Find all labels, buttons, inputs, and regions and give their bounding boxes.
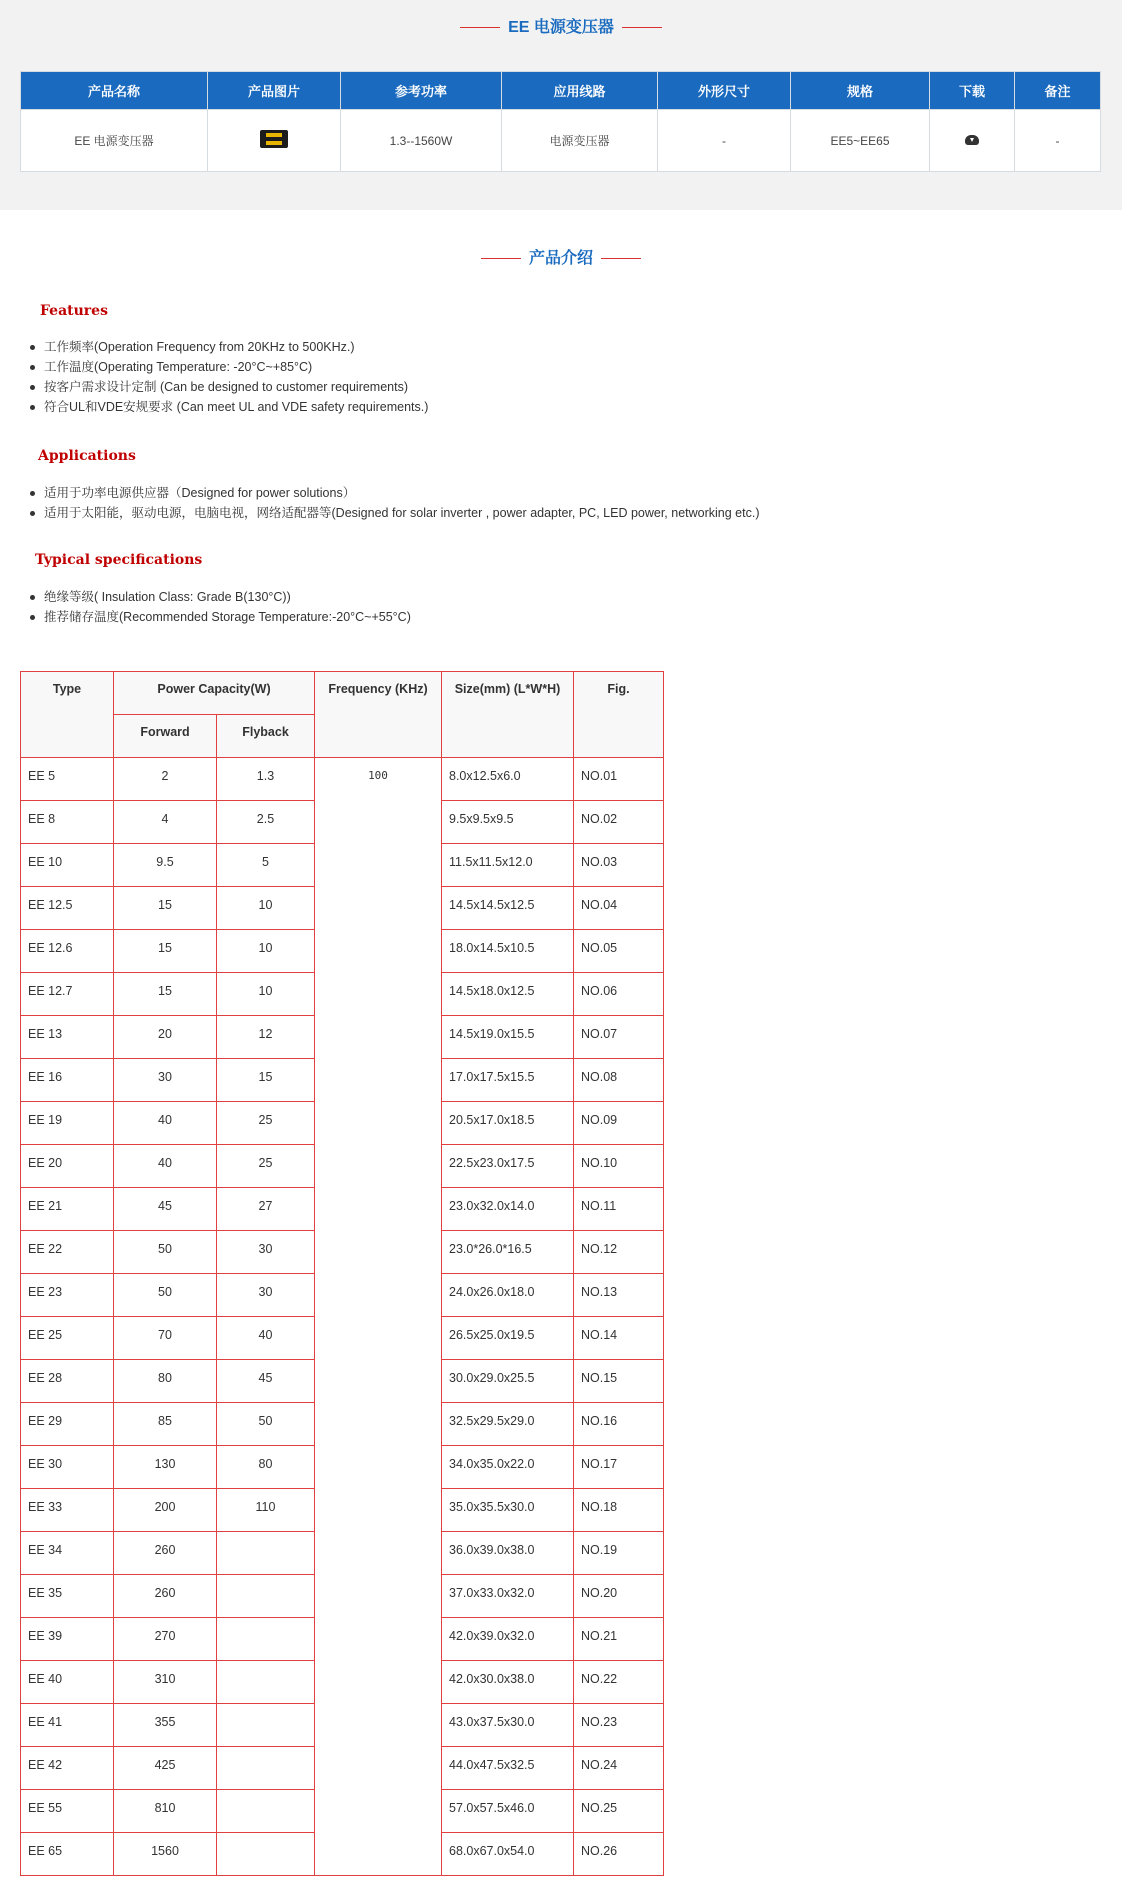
table-row [21, 758, 664, 801]
cell-forward: 15 [114, 930, 217, 973]
cell-flyback: 27 [217, 1188, 315, 1231]
col-outline-size: 外形尺寸 [658, 72, 791, 110]
list-item: 适用于功率电源供应器（Designed for power solutions） [30, 483, 759, 503]
col-download: 下载 [930, 72, 1015, 110]
spec-header-row [21, 672, 664, 715]
cell-forward: 200 [114, 1489, 217, 1532]
typical-specs-list [30, 587, 411, 627]
cell-size: 68.0x67.0x54.0 [442, 1833, 574, 1876]
cell-fig: NO.20 [574, 1575, 664, 1618]
title-deco-line [601, 258, 641, 259]
cell-flyback [217, 1704, 315, 1747]
cell-forward: 9.5 [114, 844, 217, 887]
cell-flyback [217, 1747, 315, 1790]
cell-flyback: 10 [217, 930, 315, 973]
cell-fig: NO.12 [574, 1231, 664, 1274]
cell-fig: NO.25 [574, 1790, 664, 1833]
cell-type: EE 30 [21, 1446, 114, 1489]
cell-size: 43.0x37.5x30.0 [442, 1704, 574, 1747]
list-item: 按客户需求设计定制 (Can be designed to customer requirements) [30, 377, 428, 397]
col-type: Type [21, 672, 114, 758]
cell-forward: 4 [114, 801, 217, 844]
cell-flyback [217, 1532, 315, 1575]
cell-type: EE 22 [21, 1231, 114, 1274]
product-row [21, 110, 1101, 172]
cell-flyback [217, 1661, 315, 1704]
product-circuit: 电源变压器 [502, 110, 658, 172]
list-item: 工作频率(Operation Frequency from 20KHz to 500KHz.) [30, 337, 428, 357]
cell-forward: 425 [114, 1747, 217, 1790]
cell-type: EE 55 [21, 1790, 114, 1833]
cell-forward: 260 [114, 1575, 217, 1618]
cell-size: 44.0x47.5x32.5 [442, 1747, 574, 1790]
product-remark: - [1015, 110, 1101, 172]
cell-flyback: 110 [217, 1489, 315, 1532]
cell-fig: NO.19 [574, 1532, 664, 1575]
cell-size: 8.0x12.5x6.0 [442, 758, 574, 801]
cell-frequency: 100 [315, 758, 442, 1876]
cell-size: 42.0x30.0x38.0 [442, 1661, 574, 1704]
product-section-title: EE 电源变压器 [0, 14, 1122, 37]
cell-flyback: 30 [217, 1231, 315, 1274]
cell-fig: NO.09 [574, 1102, 664, 1145]
cell-flyback: 25 [217, 1102, 315, 1145]
cell-size: 30.0x29.0x25.5 [442, 1360, 574, 1403]
cell-flyback: 15 [217, 1059, 315, 1102]
list-item: 适用于太阳能，驱动电源，电脑电视，网络适配器等(Designed for solar inverter , power adapter, PC, LED power, networking etc.) [30, 503, 759, 523]
cell-size: 37.0x33.0x32.0 [442, 1575, 574, 1618]
cell-forward: 15 [114, 887, 217, 930]
spec-table [20, 671, 664, 1876]
cell-type: EE 13 [21, 1016, 114, 1059]
product-name: EE 电源变压器 [21, 110, 208, 172]
cloud-download-icon[interactable] [965, 135, 979, 145]
cell-size: 11.5x11.5x12.0 [442, 844, 574, 887]
cell-fig: NO.05 [574, 930, 664, 973]
cell-size: 32.5x29.5x29.0 [442, 1403, 574, 1446]
cell-fig: NO.15 [574, 1360, 664, 1403]
cell-fig: NO.11 [574, 1188, 664, 1231]
spec-table-body [21, 758, 664, 1876]
product-image-cell [208, 110, 341, 172]
cell-fig: NO.22 [574, 1661, 664, 1704]
cell-size: 18.0x14.5x10.5 [442, 930, 574, 973]
cell-type: EE 28 [21, 1360, 114, 1403]
title-deco-line [622, 27, 662, 28]
applications-heading: Applications [38, 448, 136, 464]
cell-type: EE 34 [21, 1532, 114, 1575]
cell-flyback [217, 1790, 315, 1833]
cell-flyback [217, 1833, 315, 1876]
cell-forward: 15 [114, 973, 217, 1016]
cell-forward: 2 [114, 758, 217, 801]
cell-flyback: 30 [217, 1274, 315, 1317]
transformer-icon[interactable] [260, 130, 288, 148]
intro-section-title: 产品介绍 [0, 245, 1122, 268]
cell-flyback: 80 [217, 1446, 315, 1489]
cell-forward: 45 [114, 1188, 217, 1231]
cell-type: EE 5 [21, 758, 114, 801]
cell-type: EE 65 [21, 1833, 114, 1876]
cell-size: 23.0x32.0x14.0 [442, 1188, 574, 1231]
cell-flyback: 45 [217, 1360, 315, 1403]
cell-type: EE 20 [21, 1145, 114, 1188]
cell-fig: NO.21 [574, 1618, 664, 1661]
cell-size: 36.0x39.0x38.0 [442, 1532, 574, 1575]
cell-type: EE 12.7 [21, 973, 114, 1016]
cell-fig: NO.17 [574, 1446, 664, 1489]
col-flyback: Flyback [217, 715, 315, 758]
col-power-capacity: Power Capacity(W) [114, 672, 315, 715]
cell-size: 57.0x57.5x46.0 [442, 1790, 574, 1833]
cell-type: EE 25 [21, 1317, 114, 1360]
cell-fig: NO.16 [574, 1403, 664, 1446]
cell-fig: NO.13 [574, 1274, 664, 1317]
cell-type: EE 12.6 [21, 930, 114, 973]
cell-size: 24.0x26.0x18.0 [442, 1274, 574, 1317]
cell-size: 20.5x17.0x18.5 [442, 1102, 574, 1145]
cell-size: 26.5x25.0x19.5 [442, 1317, 574, 1360]
col-application-circuit: 应用线路 [502, 72, 658, 110]
cell-fig: NO.01 [574, 758, 664, 801]
cell-fig: NO.02 [574, 801, 664, 844]
title-deco-line [460, 27, 500, 28]
list-item: 绝缘等级( Insulation Class: Grade B(130°C)) [30, 587, 411, 607]
cell-flyback: 12 [217, 1016, 315, 1059]
cell-forward: 810 [114, 1790, 217, 1833]
cell-type: EE 12.5 [21, 887, 114, 930]
cell-size: 42.0x39.0x32.0 [442, 1618, 574, 1661]
cell-fig: NO.24 [574, 1747, 664, 1790]
cell-size: 14.5x14.5x12.5 [442, 887, 574, 930]
cell-type: EE 33 [21, 1489, 114, 1532]
cell-forward: 355 [114, 1704, 217, 1747]
features-heading: Features [40, 303, 108, 319]
cell-size: 9.5x9.5x9.5 [442, 801, 574, 844]
cell-flyback: 5 [217, 844, 315, 887]
cell-fig: NO.07 [574, 1016, 664, 1059]
cell-flyback: 10 [217, 973, 315, 1016]
cell-forward: 1560 [114, 1833, 217, 1876]
cell-size: 35.0x35.5x30.0 [442, 1489, 574, 1532]
cell-type: EE 21 [21, 1188, 114, 1231]
cell-size: 14.5x19.0x15.5 [442, 1016, 574, 1059]
col-frequency: Frequency (KHz) [315, 672, 442, 758]
cell-fig: NO.08 [574, 1059, 664, 1102]
cell-flyback [217, 1575, 315, 1618]
cell-size: 23.0*26.0*16.5 [442, 1231, 574, 1274]
cell-fig: NO.04 [574, 887, 664, 930]
cell-flyback: 40 [217, 1317, 315, 1360]
cell-type: EE 10 [21, 844, 114, 887]
col-spec: 规格 [791, 72, 930, 110]
cell-type: EE 40 [21, 1661, 114, 1704]
cell-forward: 270 [114, 1618, 217, 1661]
cell-fig: NO.14 [574, 1317, 664, 1360]
title-deco-line [481, 258, 521, 259]
cell-forward: 260 [114, 1532, 217, 1575]
cell-flyback: 10 [217, 887, 315, 930]
cell-fig: NO.26 [574, 1833, 664, 1876]
cell-forward: 80 [114, 1360, 217, 1403]
cell-fig: NO.06 [574, 973, 664, 1016]
cell-type: EE 29 [21, 1403, 114, 1446]
cell-type: EE 16 [21, 1059, 114, 1102]
applications-list [30, 483, 759, 523]
cell-type: EE 39 [21, 1618, 114, 1661]
cell-flyback: 2.5 [217, 801, 315, 844]
cell-fig: NO.18 [574, 1489, 664, 1532]
cell-forward: 20 [114, 1016, 217, 1059]
product-overview-table [20, 71, 1101, 172]
cell-fig: NO.23 [574, 1704, 664, 1747]
cell-size: 14.5x18.0x12.5 [442, 973, 574, 1016]
col-remark: 备注 [1015, 72, 1101, 110]
list-item: 推荐储存温度(Recommended Storage Temperature:-20°C~+55°C) [30, 607, 411, 627]
cell-fig: NO.10 [574, 1145, 664, 1188]
cell-type: EE 19 [21, 1102, 114, 1145]
col-forward: Forward [114, 715, 217, 758]
cell-forward: 130 [114, 1446, 217, 1489]
cell-forward: 85 [114, 1403, 217, 1446]
features-list [30, 337, 428, 417]
col-product-image: 产品图片 [208, 72, 341, 110]
cell-size: 17.0x17.5x15.5 [442, 1059, 574, 1102]
cell-flyback: 50 [217, 1403, 315, 1446]
cell-forward: 50 [114, 1274, 217, 1317]
cell-type: EE 8 [21, 801, 114, 844]
cell-flyback [217, 1618, 315, 1661]
cell-type: EE 42 [21, 1747, 114, 1790]
cell-type: EE 23 [21, 1274, 114, 1317]
product-size: - [658, 110, 791, 172]
col-product-name: 产品名称 [21, 72, 208, 110]
product-spec: EE5~EE65 [791, 110, 930, 172]
cell-forward: 40 [114, 1145, 217, 1188]
cell-flyback: 25 [217, 1145, 315, 1188]
cell-type: EE 41 [21, 1704, 114, 1747]
cell-forward: 30 [114, 1059, 217, 1102]
cell-forward: 310 [114, 1661, 217, 1704]
col-fig: Fig. [574, 672, 664, 758]
col-reference-power: 参考功率 [341, 72, 502, 110]
list-item: 工作温度(Operating Temperature: -20°C~+85°C) [30, 357, 428, 377]
cell-fig: NO.03 [574, 844, 664, 887]
product-table-header-row [21, 72, 1101, 110]
product-power: 1.3--1560W [341, 110, 502, 172]
cell-forward: 40 [114, 1102, 217, 1145]
cell-forward: 50 [114, 1231, 217, 1274]
typical-specs-heading: Typical specifications [35, 552, 203, 568]
cell-forward: 70 [114, 1317, 217, 1360]
cell-type: EE 35 [21, 1575, 114, 1618]
cell-size: 34.0x35.0x22.0 [442, 1446, 574, 1489]
cell-size: 22.5x23.0x17.5 [442, 1145, 574, 1188]
list-item: 符合UL和VDE安规要求 (Can meet UL and VDE safety requirements.) [30, 397, 428, 417]
col-size: Size(mm) (L*W*H) [442, 672, 574, 758]
cell-flyback: 1.3 [217, 758, 315, 801]
download-cell [930, 110, 1015, 172]
